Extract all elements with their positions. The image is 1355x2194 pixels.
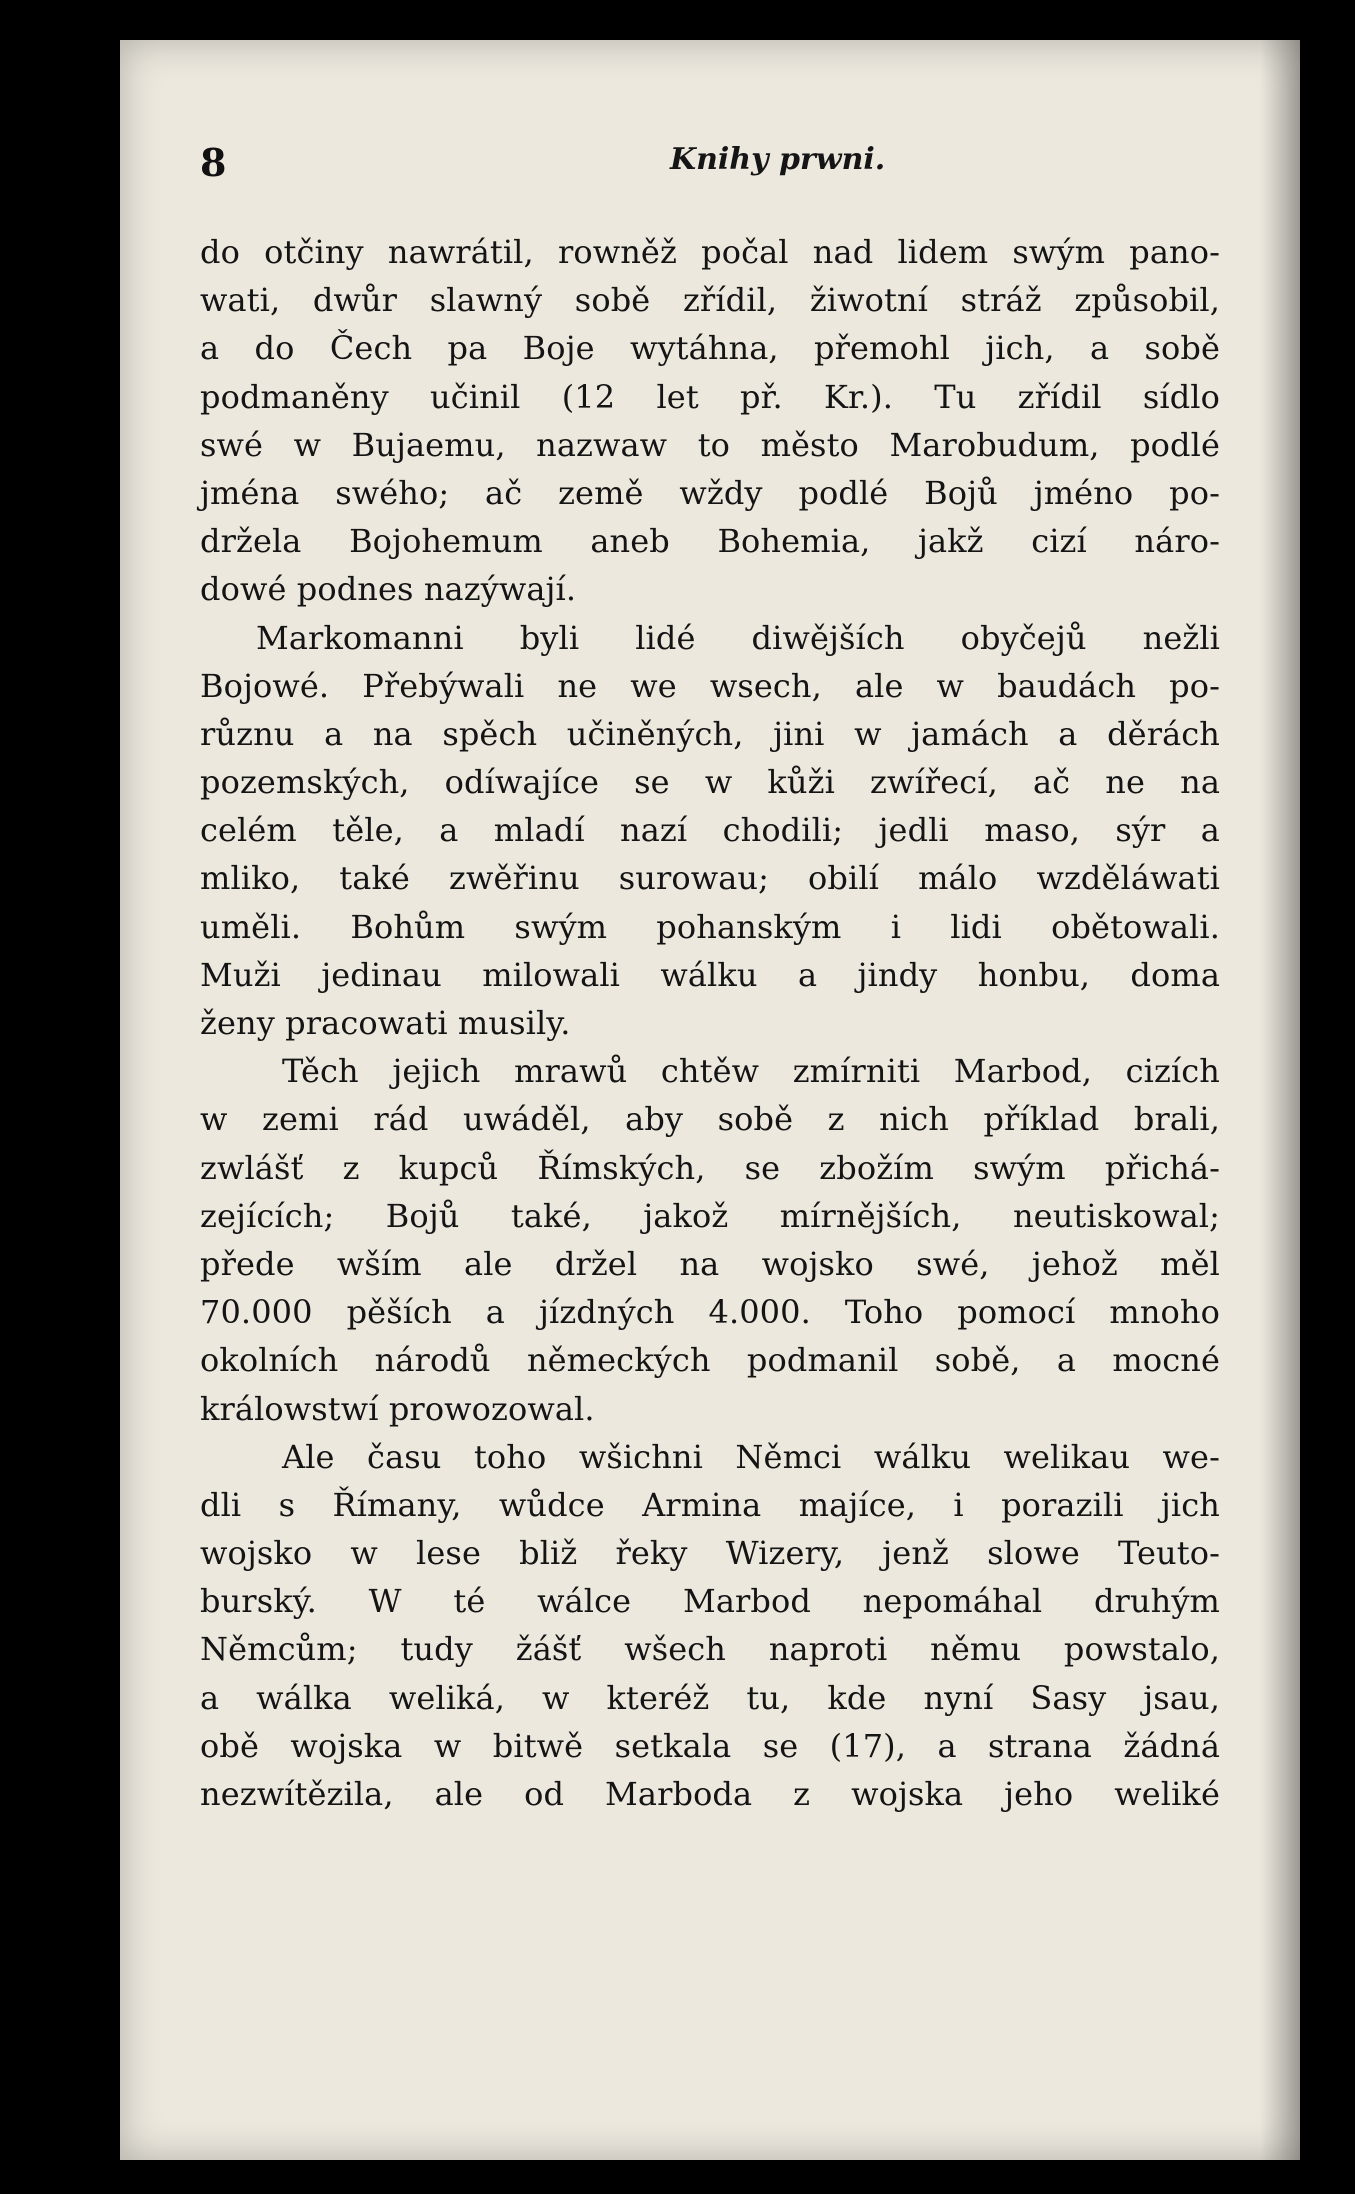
text-line: Muži jedinau milowali wálku a jindy honbu, doma — [200, 955, 1220, 994]
text-line: zwlášť z kupců Římských, se zbožím swým přichá- — [200, 1148, 1220, 1187]
text-line: podmaněny učinil (12 let př. Kr.). Tu zřídil sídlo — [200, 377, 1220, 416]
text-line: králowstwí prowozowal. — [200, 1389, 595, 1428]
text-line: a wálka weliká, w kteréž tu, kde nyní Sasy jsau, — [200, 1678, 1220, 1717]
text-line: dowé podnes nazýwají. — [200, 570, 577, 609]
text-line: Bojowé. Přebýwali ne we wsech, ale w baudách po- — [200, 666, 1220, 705]
text-line: Němcům; tudy žášť wšech naproti němu powstalo, — [200, 1630, 1220, 1669]
text-line: wojsko w lese bliž řeky Wizery, jenž slowe Teuto- — [200, 1534, 1220, 1573]
text-line: zejících; Bojů také, jakož mírnějších, neutiskowal; — [200, 1196, 1220, 1235]
text-line: swé w Bujaemu, nazwaw to město Marobudum, podlé — [200, 425, 1220, 464]
text-line: pozemských, odíwajíce se w kůži zwířecí, ač ne na — [200, 763, 1220, 802]
text-line: jména swého; ač země wždy podlé Bojů jméno po- — [200, 473, 1220, 512]
page-edge-shadow — [1260, 40, 1300, 2160]
text-line: 70.000 pěších a jízdných 4.000. Toho pomocí mnoho — [200, 1293, 1220, 1332]
body-text — [200, 228, 1220, 1818]
text-line: Ale času toho wšichni Němci wálku welikau we- — [282, 1437, 1220, 1476]
text-line: mliko, také zwěřinu surowau; obilí málo wzděláwati — [200, 859, 1220, 898]
page-header — [200, 140, 1220, 200]
text-line: dli s Římany, wůdce Armina majíce, i porazili jich — [200, 1485, 1220, 1524]
text-line: w zemi rád uwáděl, aby sobě z nich příklad brali, — [200, 1100, 1220, 1139]
text-line: různu a na spěch učiněných, jini w jamách a děrách — [200, 714, 1220, 753]
text-line: wati, dwůr slawný sobě zřídil, žiwotní stráž způsobil, — [200, 281, 1220, 320]
text-line: ženy pracowati musily. — [200, 1004, 571, 1042]
text-line: a do Čech pa Boje wytáhna, přemohl jich, a sobě — [200, 329, 1220, 368]
text-line: okolních národů německých podmanil sobě, a mocné — [200, 1341, 1220, 1380]
text-line: celém těle, a mladí nazí chodili; jedli maso, sýr a — [200, 811, 1220, 850]
page-number: 8 — [200, 140, 227, 185]
text-line: držela Bojohemum aneb Bohemia, jakž cizí náro- — [200, 522, 1220, 561]
text-line: do otčiny nawrátil, rowněž počal nad lidem swým pano- — [200, 233, 1220, 271]
running-title: Knihy prwni. — [670, 142, 886, 177]
text-line: přede wším ale držel na wojsko swé, jehož měl — [200, 1244, 1220, 1283]
text-line: burský. W té wálce Marbod nepomáhal druhým — [200, 1582, 1220, 1621]
text-line: Markomanni byli lidé diwějších obyčejů nežli — [256, 618, 1220, 657]
text-line: uměli. Bohům swým pohanským i lidi obětowali. — [200, 907, 1220, 946]
text-line: nezwítězila, ale od Marboda z wojska jeho weliké — [200, 1775, 1220, 1813]
text-line: Těch jejich mrawů chtěw zmírniti Marbod, cizích — [282, 1052, 1220, 1091]
book-page — [120, 40, 1300, 2160]
text-line: obě wojska w bitwě setkala se (17), a strana žádná — [200, 1726, 1220, 1765]
